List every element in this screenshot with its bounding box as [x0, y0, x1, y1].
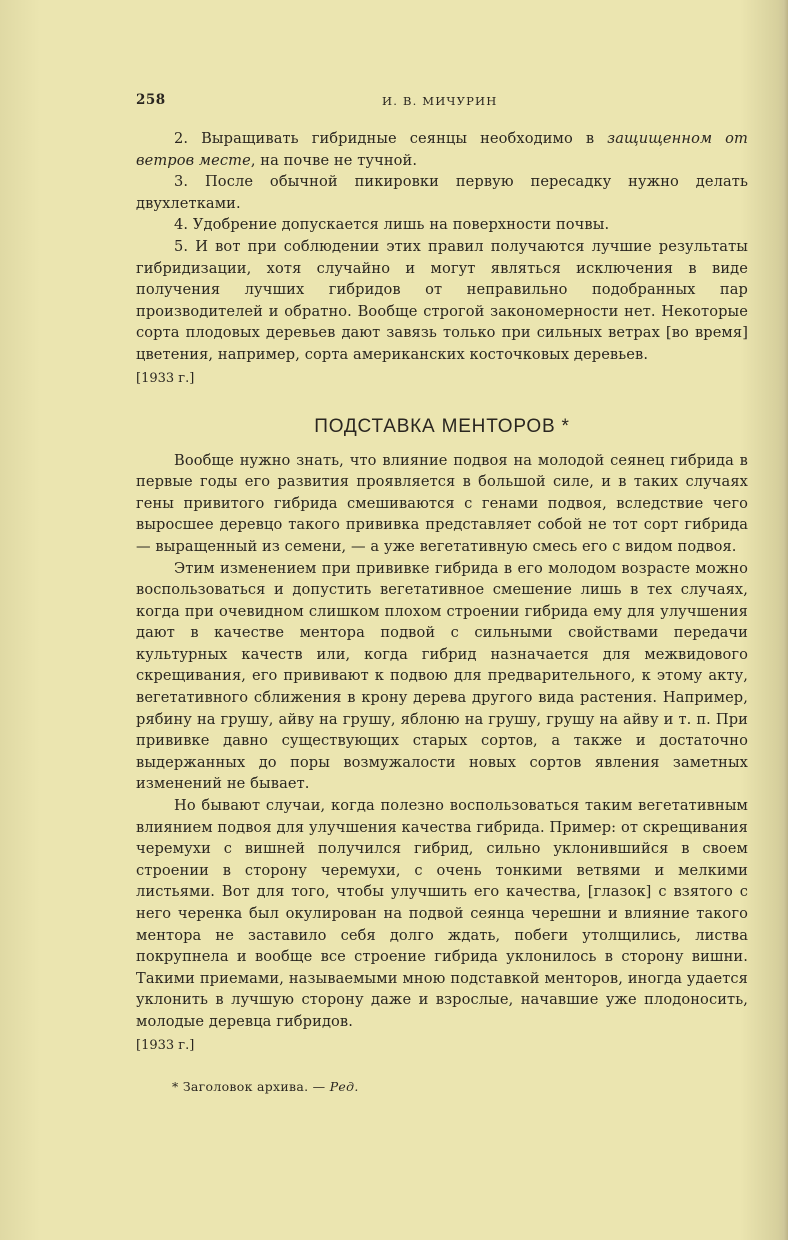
list-item-2: 2. Выращивать гибридные сеянцы необходимо в защищенном от ветров месте, на почве не тучной.	[136, 130, 748, 169]
running-head	[136, 92, 748, 114]
page-number: 258	[136, 92, 166, 108]
list-item-5: 5. И вот при соблюдении этих правил получаются лучшие результаты гибридизации, хотя случайно и могут являться исключения в виде получения лучших гибридов от неправильно подобранных пар производителей и обратно. Вообще строгой закономерности нет. Некоторые сорта плодовых деревьев дают завязь только при сильных ветрах [во время] цветения, например, сорта американских косточковых деревьев.	[136, 237, 748, 363]
paragraph: Но бывают случаи, когда полезно воспользоваться таким вегетативным влиянием подвоя для улучшения качества гибрида. Пример: от скрещивания черемухи с вишней получился гибрид, сильно уклонившийся в своем строении в сторону черемухи, с очень тонкими ветвями и мелкими листьями. Вот для того, чтобы улучшить его качества, [глазок] с взятого с него черенка был окулирован на подвой сеянца черешни и влияние такого ментора не заставило себя долго ждать, побеги утолщились, листва покрупнела и вообще все строение гибрида уклонилось в сторону вишни. Такими приемами, называемыми мною подставкой менторов, иногда удается уклонить в лучшую сторону даже и взрослые, начавшие уже плодоносить, молодые деревца гибридов.	[136, 797, 748, 1030]
running-title: И. В. МИЧУРИН	[382, 94, 498, 108]
date-note: [1933 г.]	[136, 370, 195, 386]
date-note: [1933 г.]	[136, 1037, 195, 1053]
numbered-list	[136, 128, 748, 390]
footnote-emphasis: Ред.	[329, 1078, 359, 1094]
article-body	[136, 450, 748, 1057]
paragraph: Этим изменением при прививке гибрида в его молодом возрасте можно воспользоваться и допустить вегетативное смешение лишь в тех случаях, когда при очевидном слишком плохом строении гибрида ему для улучшения дают в качестве ментора подвой с сильными свойствами передачи культурных качеств или, когда гибрид назначается для межвидового скрещивания, его прививают к подвою для предварительного, к этому акту, вегетативного сближения в крону дерева другого вида растения. Например, рябину на грушу, айву на грушу, яблоню на грушу, грушу на айву и т. п. При прививке давно существующих старых сортов, а также и достаточно выдержанных до поры возмужалости новых сортов явления заметных изменений не бывает.	[136, 559, 748, 793]
list-item-3: 3. После обычной пикировки первую пересадку нужно делать двухлетками.	[136, 173, 748, 212]
page-edge-shadow	[778, 0, 788, 1240]
section-title: ПОДСТАВКА МЕНТОРОВ *	[314, 415, 570, 437]
text-block	[136, 92, 748, 1094]
emphasis: защищенном от ветров месте	[136, 130, 748, 169]
paragraph: Вообще нужно знать, что влияние подвоя на молодой сеянец гибрида в первые годы его развития проявляется в большой силе, и в таких случаях гены привитого гибрида смешиваются с генами подвоя, вследствие чего выросшее деревцо такого прививка представляет собой не тот сорт гибрида — выращенный из семени, — а уже вегетативную смесь его с видом подвоя.	[136, 451, 748, 555]
footnote: * Заголовок архива. — Ред.	[172, 1078, 359, 1094]
list-item-4: 4. Удобрение допускается лишь на поверхности почвы.	[174, 216, 610, 234]
